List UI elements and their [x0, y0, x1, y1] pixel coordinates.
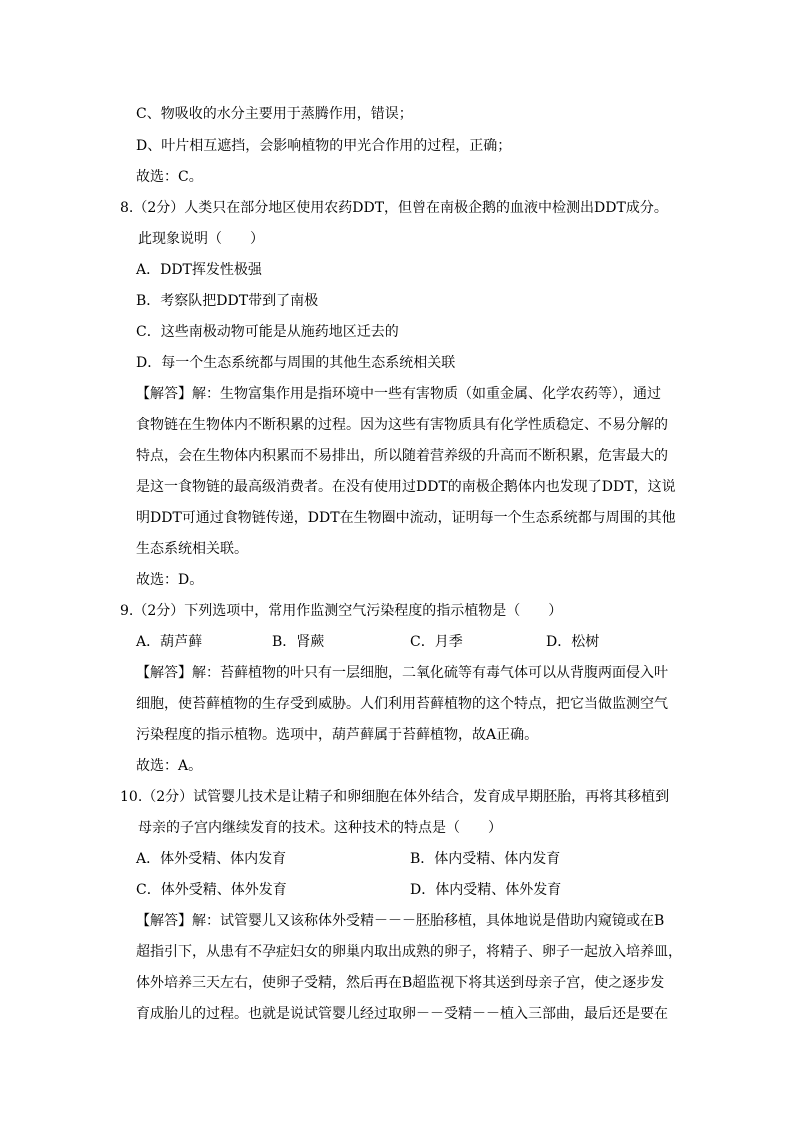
- q8-analysis-line: 生态系统相关联。: [136, 541, 248, 557]
- q8-stem: 8.（2分）人类只在部分地区使用农药DDT，但曾在南极企鹅的血液中检测出DDT成分。: [120, 200, 668, 216]
- q9-stem: 9.（2分）下列选项中，常用作监测空气污染程度的指示植物是（ ）: [120, 603, 563, 619]
- prev-option-d-analysis: D、叶片相互遮挡，会影响植物的甲光合作用的过程，正确；: [136, 138, 512, 154]
- q9-analysis-line: 细胞，使苔藓植物的生存受到威胁。人们利用苔藓植物的这个特点，把它当做监测空气: [136, 696, 668, 712]
- q8-option-c: C．这些南极动物可能是从施药地区迁去的: [136, 324, 399, 340]
- q9-option-a: A．葫芦藓: [136, 634, 203, 650]
- q9-option-c: C．月季: [410, 634, 463, 650]
- q8-analysis-line: 特点，会在生物体内积累而不易排出，所以随着营养级的升高而不断积累，危害最大的: [136, 448, 668, 464]
- q10-analysis-line: 【解答】解：试管婴儿又该称体外受精－－－胚胎移植，具体地说是借助内窥镜或在B: [136, 913, 665, 929]
- q8-option-b: B．考察队把DDT带到了南极: [136, 293, 319, 309]
- q10-option-b: B．体内受精、体内发育: [410, 851, 561, 867]
- prev-option-c-analysis: C、物吸收的水分主要用于蒸腾作用，错误；: [136, 106, 413, 122]
- q9-option-d: D．松树: [546, 634, 600, 650]
- q9-analysis-line: 【解答】解：苔藓植物的叶只有一层细胞，二氧化硫等有毒气体可以从背腹两面侵入叶: [136, 665, 668, 681]
- q10-analysis-line: 育成胎儿的过程。也就是说试管婴儿经过取卵－－受精－－植入三部曲，最后还是要在: [136, 1006, 668, 1022]
- q10-analysis-line: 超指引下，从患有不孕症妇女的卵巢内取出成熟的卵子，将精子、卵子一起放入培养皿，: [136, 944, 682, 960]
- q8-stem-continued: 此现象说明（ ）: [138, 231, 264, 247]
- q10-analysis-line: 体外培养三天左右，使卵子受精，然后再在B超监视下将其送到母亲子宫，使之逐步发: [136, 975, 665, 991]
- q9-answer: 故选：A。: [136, 758, 203, 774]
- q8-analysis-line: 明DDT可通过食物链传递，DDT在生物圈中流动，证明每一个生态系统都与周围的其他: [136, 510, 676, 526]
- q9-option-b: B．肾蕨: [272, 634, 325, 650]
- prev-answer: 故选：C。: [136, 169, 203, 185]
- q8-analysis-line: 是这一食物链的最高级消费者。在没有使用过DDT的南极企鹅体内也发现了DDT，这说: [136, 479, 676, 495]
- q8-analysis-line: 【解答】解：生物富集作用是指环境中一些有害物质（如重金属、化学农药等），通过: [136, 386, 661, 402]
- q8-option-d: D．每一个生态系统都与周围的其他生态系统相关联: [136, 355, 456, 371]
- q9-analysis-line: 污染程度的指示植物。选项中，葫芦藓属于苔藓植物，故A正确。: [136, 727, 539, 743]
- q8-analysis-line: 食物链在生物体内不断积累的过程。因为这些有害物质具有化学性质稳定、不易分解的: [136, 417, 668, 433]
- q8-answer: 故选：D。: [136, 572, 204, 588]
- q10-option-c: C．体外受精、体外发育: [136, 882, 287, 898]
- q10-stem-continued: 母亲的子宫内继续发育的技术。这种技术的特点是（ ）: [138, 820, 502, 836]
- q8-option-a: A．DDT挥发性极强: [136, 262, 262, 278]
- q10-option-d: D．体内受精、体外发育: [410, 882, 562, 898]
- q10-option-a: A．体外受精、体内发育: [136, 851, 287, 867]
- q10-stem: 10.（2分）试管婴儿技术是让精子和卵细胞在体外结合，发育成早期胚胎，再将其移植到: [120, 789, 670, 805]
